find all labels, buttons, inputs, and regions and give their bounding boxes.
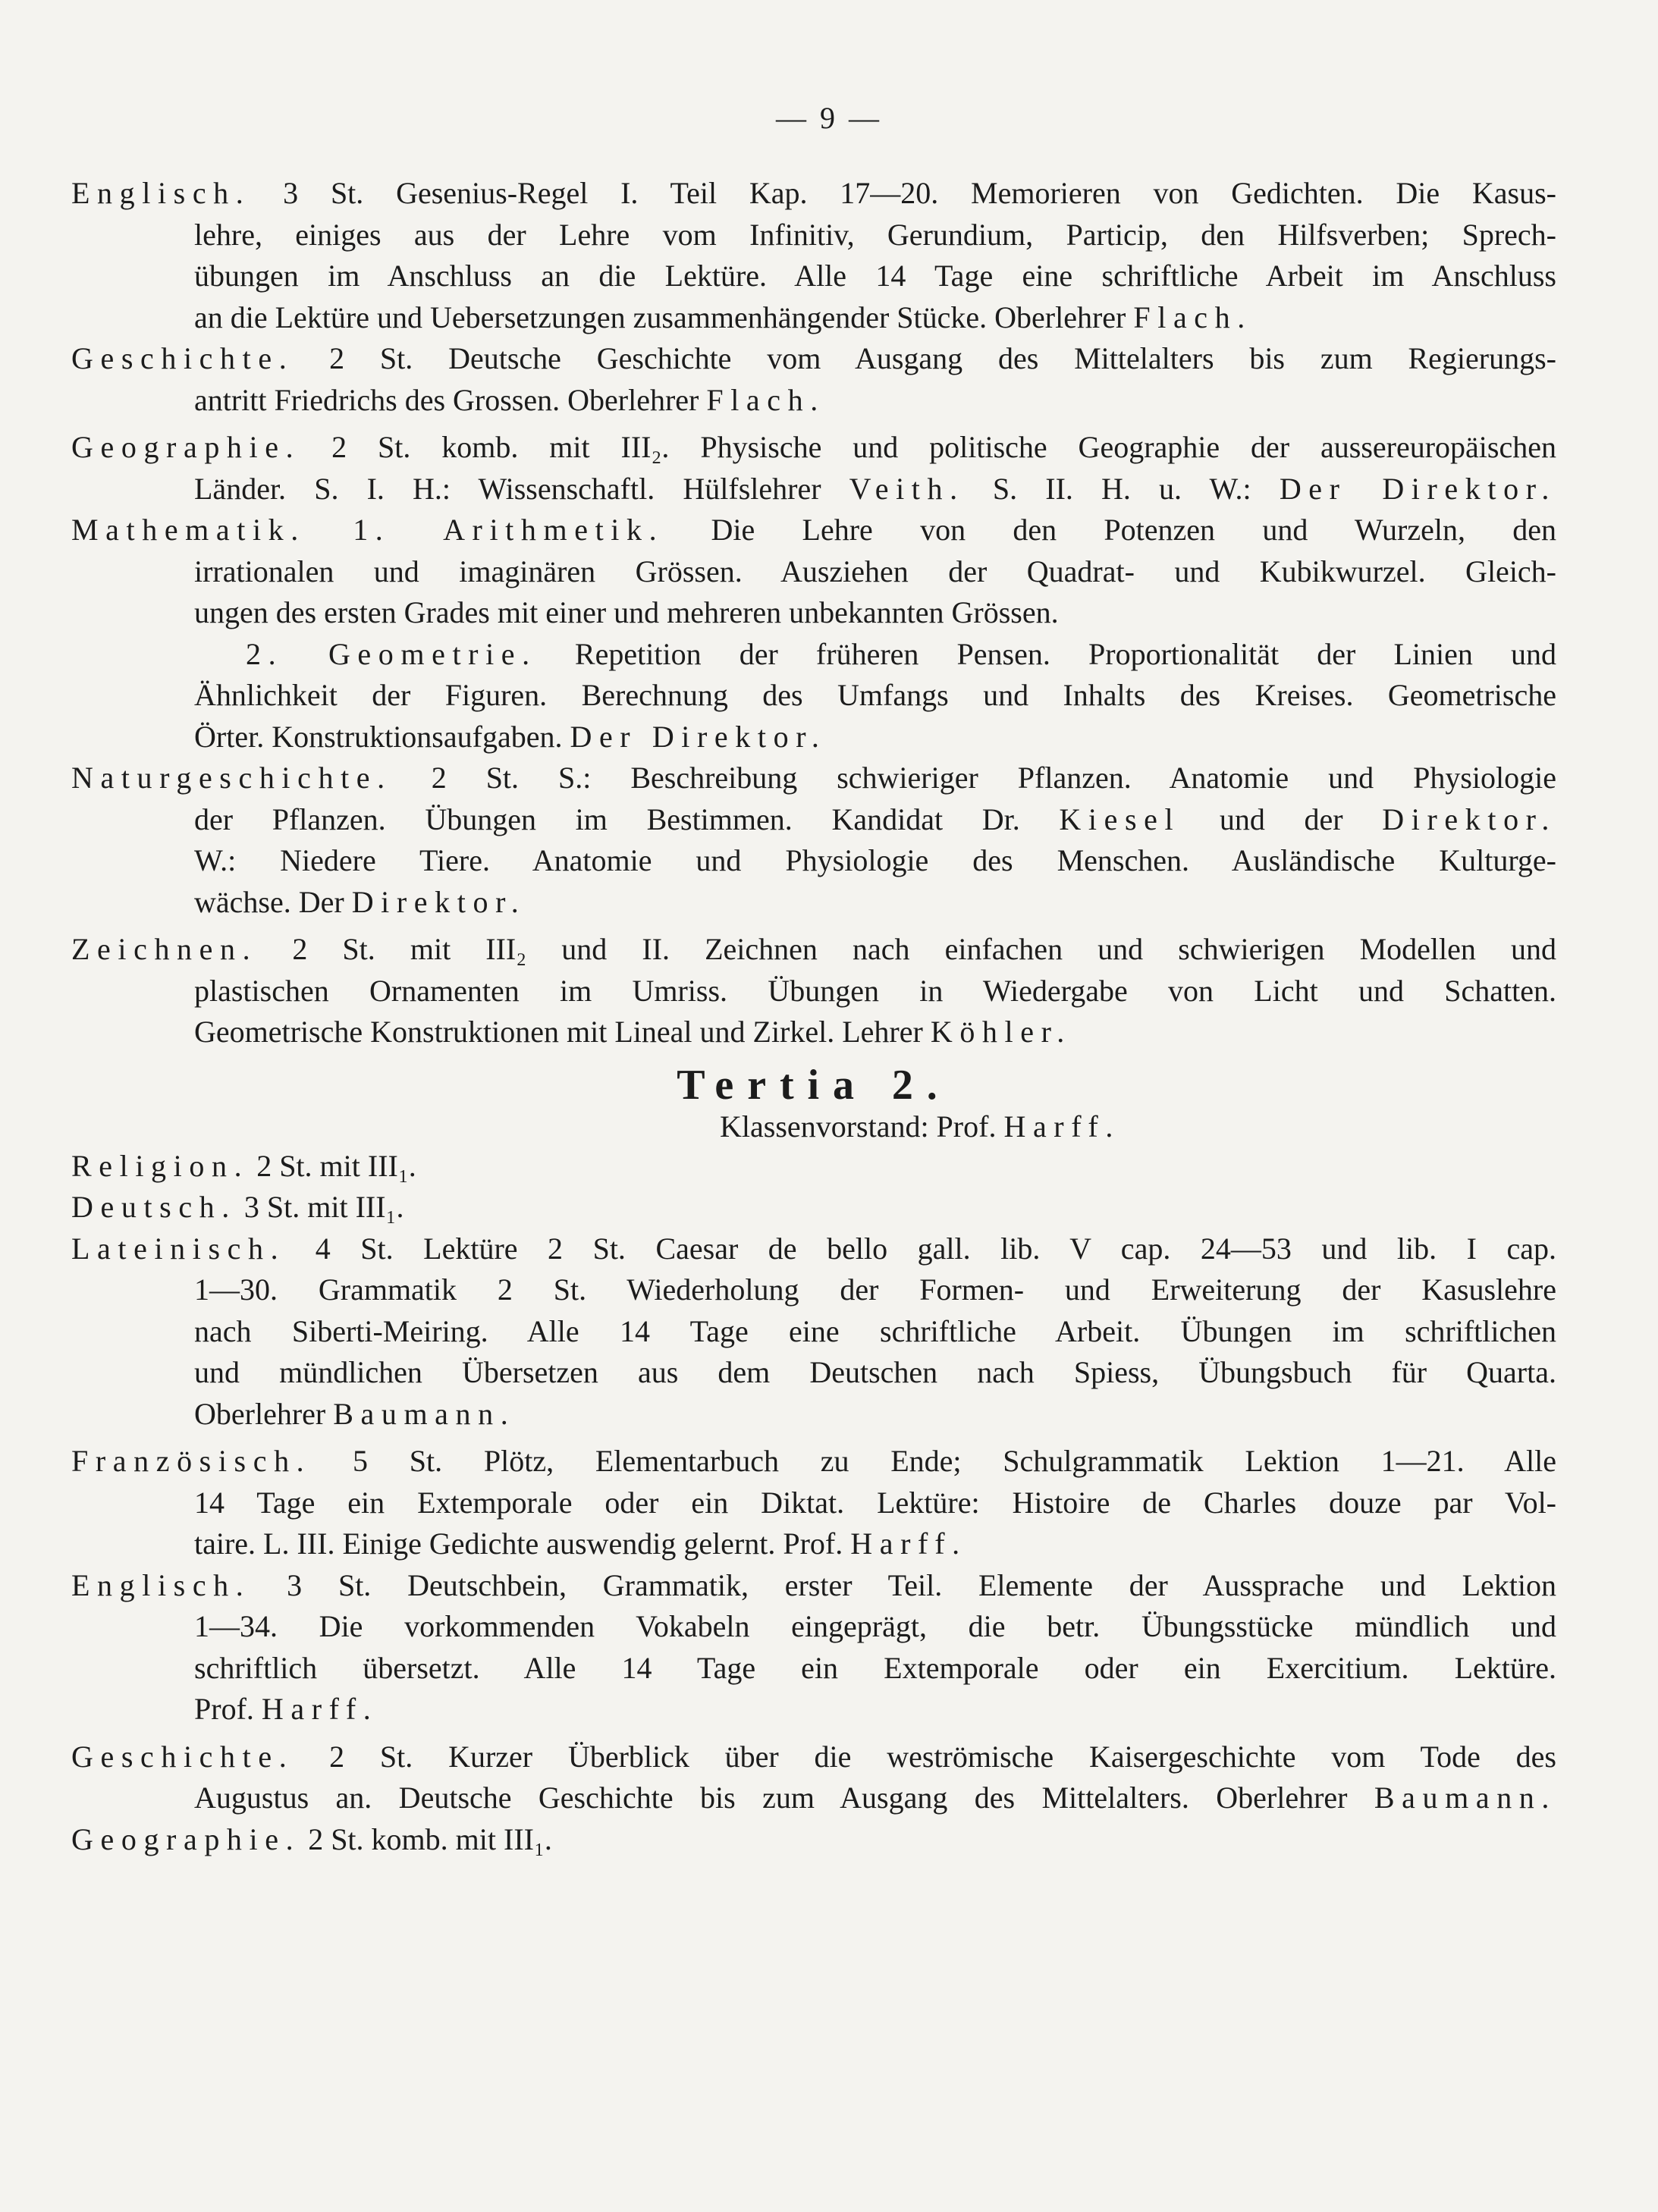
subject-label: Französisch. [71, 1444, 312, 1478]
page-body [71, 173, 1556, 1860]
subject-label: Geographie. [71, 1821, 301, 1856]
subsection-label: 1. Arithmetik. [353, 513, 664, 547]
teacher-name: Baumann. [333, 1396, 516, 1431]
entry-naturgeschichte: Naturgeschichte. 2 St. S.: Beschreibung schwieriger Pflanzen. Anatomie und Physiologie der Pflanzen. Übungen im Bestimmen. Kandidat Dr. Kiesel und der Direktor. W.: Niedere Tiere. Anatomie und Physiologie des Menschen. Ausländische Kulturge- wächse. Der Direktor. [71, 761, 1557, 919]
teacher-name: Baumann. [1374, 1781, 1556, 1815]
subsection-label: 2. Geometrie. [246, 636, 537, 671]
subject-label: Englisch. [71, 176, 251, 210]
teacher-name: Der Direktor. [1279, 471, 1557, 506]
subject-label: Zeichnen. [71, 932, 258, 966]
teacher-name: Flach. [1133, 300, 1252, 334]
teacher-name: Direktor. [351, 884, 526, 919]
entry-mathematik: Mathematik. 1. Arithmetik. Die Lehre von den Potenzen und Wurzeln, den irrationalen und imaginären Grössen. Ausziehen der Quadrat- und Kubikwurzel. Gleich- ungen des ersten Grades mit einer und mehreren unbekannten Grössen. 2. Geometrie. Repetition der früheren Pensen. Proportionalität der Linien und Ähnlichkeit der Figuren. Berechnung des Umfangs und Inhalts des Kreises. Geometrische Örter. Konstruktionsaufgaben. Der Direktor. [71, 513, 1557, 754]
subject-label: Geschichte. [71, 341, 294, 375]
entry-geschichte-tertia: Geschichte. 2 St. Kurzer Überblick über die weströmische Kaisergeschichte vom Tode des Augustus an. Deutsche Geschichte bis zum Ausgang des Mittelalters. Oberlehrer Baumann. [71, 1739, 1556, 1815]
teacher-name: Köhler. [930, 1015, 1072, 1049]
class-teacher-line: Klassenvorstand: Prof. Harff. [720, 1109, 1120, 1144]
teacher-name: Direktor. [1382, 802, 1556, 836]
teacher-name: Veith. [849, 471, 965, 506]
entry-geschichte: Geschichte. 2 St. Deutsche Geschichte vom Ausgang des Mittelalters bis zum Regierungs- antritt Friedrichs des Grossen. Oberlehrer Flach. [71, 341, 1556, 417]
entry-zeichnen: Zeichnen. 2 St. mit III₂ und II. Zeichnen nach einfachen und schwierigen Modellen und plastischen Ornamenten im Umriss. Übungen in Wiedergabe von Licht und Schatten. Geometrische Konstruktionen mit Lineal und Zirkel. Lehrer Köhler. [71, 932, 1556, 1049]
entry-englisch-tertia: Englisch. 3 St. Deutschbein, Grammatik, erster Teil. Elemente der Aussprache und Lektion 1—34. Die vorkommenden Vokabeln eingeprägt, die betr. Übungsstücke mündlich und schriftlich übersetzt. Alle 14 Tage ein Extemporale oder ein Exercitium. Lektüre. Prof. Harff. [71, 1567, 1556, 1726]
subject-label: Lateinisch. [71, 1231, 286, 1266]
subject-label: Mathematik. [71, 513, 306, 547]
subject-label: Englisch. [71, 1567, 251, 1602]
entry-franzoesisch: Französisch. 5 St. Plötz, Elementarbuch zu Ende; Schulgrammatik Lektion 1—21. Alle 14 Tage ein Extemporale oder ein Diktat. Lektüre: Histoire de Charles douze par Vol- taire. L. III. Einige Gedichte auswendig gelernt. Prof. Harff. [71, 1444, 1556, 1561]
teacher-name: Kiesel [1059, 802, 1181, 836]
teacher-name: Harff. [261, 1692, 378, 1726]
entry-englisch: Englisch. 3 St. Gesenius-Regel I. Teil Kap. 17—20. Memorieren von Gedichten. Die Kasus- lehre, einiges aus der Lehre vom Infinitiv, Gerundium, Particip, den Hilfsverben; Sprech- übungen im Anschluss an die Lektüre. Alle 14 Tage eine schriftliche Arbeit im Anschluss an die Lektüre und Uebersetzungen zusammenhängender Stücke. Oberlehrer Flach. [71, 176, 1557, 334]
teacher-name: Harff. [850, 1526, 967, 1561]
teacher-name: Der Direktor. [570, 719, 827, 754]
entry-religion: Religion. 2 St. mit III₁. [71, 1148, 416, 1183]
teacher-name: Flach. [706, 382, 825, 417]
entry-lateinisch: Lateinisch. 4 St. Lektüre 2 St. Caesar de bello gall. lib. V cap. 24—53 und lib. I cap. 1—30. Grammatik 2 St. Wiederholung der Formen- und Erweiterung der Kasuslehre nach Siberti-Meiring. Alle 14 Tage eine schriftliche Arbeit. Übungen im schriftlichen und mündlichen Übersetzen aus dem Deutschen nach Spiess, Übungsbuch für Quarta. Oberlehrer Baumann. [71, 1231, 1556, 1431]
subject-label: Naturgeschichte. [71, 761, 392, 795]
entry-geographie: Geographie. 2 St. komb. mit III₂. Physische und politische Geographie der aussereuropäischen Länder. S. I. H.: Wissenschaftl. Hülfslehrer Veith. S. II. H. u. W.: Der Direktor. [71, 430, 1557, 506]
entry-deutsch: Deutsch. 3 St. mit III₁. [71, 1190, 404, 1224]
section-heading: Tertia 2. [677, 1061, 951, 1109]
entry-geographie-tertia: Geographie. 2 St. komb. mit III₁. [71, 1821, 552, 1856]
subject-label: Religion. [71, 1148, 250, 1183]
subject-label: Geschichte. [71, 1739, 294, 1774]
teacher-name: Harff. [1003, 1109, 1120, 1144]
page-number: — 9 — [776, 101, 882, 135]
subject-label: Deutsch. [71, 1190, 237, 1224]
subject-label: Geographie. [71, 430, 301, 464]
